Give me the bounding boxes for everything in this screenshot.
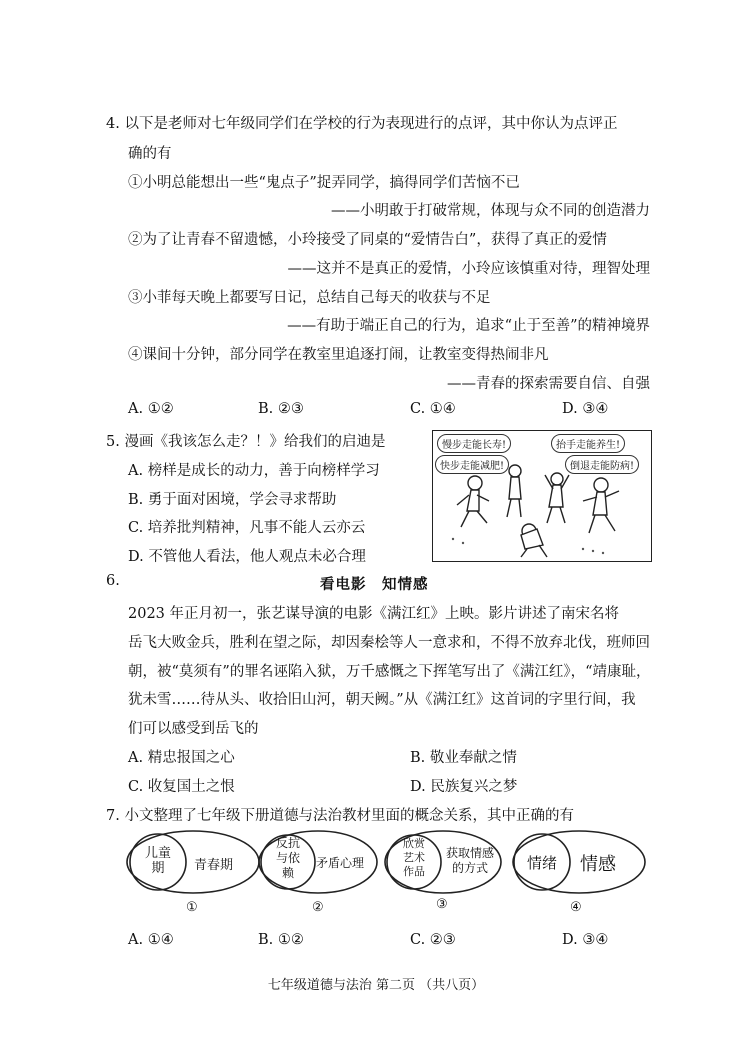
q6-para-line4: 犹未雪……待从头、收拾旧山河，朝天阙。”从《满江红》这首词的字里行间，我	[128, 692, 636, 708]
q4-option-b: B. ②③	[258, 401, 304, 417]
q6-option-d: D. 民族复兴之梦	[410, 779, 518, 795]
venn-3-inner-line2: 艺术	[403, 851, 425, 864]
q5-stem: 5. 漫画《我该怎么走？！》给我们的启迪是	[106, 434, 386, 450]
q7-option-a: A. ①④	[128, 932, 174, 948]
venn-1-inner-line1: 儿童	[144, 846, 171, 861]
page-footer: 七年级道德与法治 第二页 （共八页）	[267, 978, 485, 993]
q7-diagram-2	[256, 828, 380, 900]
q5-option-d: D. 不管他人看法，他人观点未必合理	[128, 549, 366, 565]
q4-item-2: ②为了让青春不留遗憾，小玲接受了同桌的“爱情告白”，获得了真正的爱情	[128, 232, 607, 248]
q6-heading: 看电影 知情感	[320, 576, 429, 593]
q4-item-4: ④课间十分钟，部分同学在教室里追逐打闹，让教室变得热闹非凡	[128, 347, 549, 363]
q4-comment-3: ——有助于端正自己的行为，追求“止于至善”的精神境界	[287, 318, 650, 334]
q4-comment-4: ——青春的探索需要自信、自强	[447, 376, 650, 392]
q7-diagram-4	[510, 828, 648, 900]
venn-3-inner-line1: 欣赏	[403, 837, 425, 850]
cartoon-bubble-1: 慢步走能长寿!	[437, 434, 511, 453]
q4-item-1: ①小明总能想出一些“鬼点子”捉弄同学，搞得同学们苦恼不已	[128, 175, 520, 191]
venn-3-label: ③	[436, 897, 448, 912]
venn-1-inner	[138, 846, 178, 876]
q7-option-b: B. ①②	[258, 932, 304, 948]
q4-item-3: ③小菲每天晚上都要写日记，总结自己每天的收获与不足	[128, 290, 491, 306]
q6-para-line5: 们可以感受到岳飞的	[128, 721, 259, 737]
venn-3-inner-line3: 作品	[403, 865, 425, 878]
q6-option-b: B. 敬业奉献之情	[410, 750, 517, 766]
venn-2-outer: 矛盾心理	[316, 856, 365, 870]
q4-comment-2: ——这并不是真正的爱情，小玲应该慎重对待，理智处理	[287, 261, 650, 277]
venn-2-inner	[268, 836, 308, 881]
q4-option-a: A. ①②	[128, 401, 174, 417]
q4-option-c: C. ①④	[410, 401, 456, 417]
venn-3-inner	[394, 837, 434, 879]
venn-4-outer: 情感	[580, 854, 616, 875]
q4-option-d: D. ③④	[562, 401, 609, 417]
q5-option-b: B. 勇于面对困境，学会寻求帮助	[128, 492, 337, 508]
q5-option-a: A. 榜样是成长的动力，善于向榜样学习	[128, 463, 380, 479]
venn-2-inner-line1: 反抗	[275, 836, 300, 850]
q5-cartoon	[432, 430, 652, 562]
q7-stem: 7. 小文整理了七年级下册道德与法治教材里面的概念关系，其中正确的有	[106, 808, 574, 824]
q4-stem-line2: 确的有	[128, 146, 172, 162]
venn-4-inner: 情绪	[526, 854, 557, 872]
q7-diagram-1	[124, 828, 262, 900]
venn-1-label: ①	[186, 900, 198, 915]
cartoon-bubble-2: 快步走能减肥!	[435, 455, 509, 474]
q6-option-c: C. 收复国土之恨	[128, 779, 235, 795]
q6-number: 6.	[106, 573, 120, 589]
cartoon-bubble-3: 抬手走能养生!	[551, 434, 625, 453]
q6-para-line2: 岳飞大败金兵，胜利在望之际，却因秦桧等人一意求和，不得不放弃北伐，班师回	[128, 635, 650, 651]
venn-2-inner-line3: 赖	[281, 866, 294, 880]
q5-option-c: C. 培养批判精神，凡事不能人云亦云	[128, 520, 366, 536]
cartoon-figures	[433, 431, 651, 561]
q6-para-line3: 朝，被“莫须有”的罪名诬陷入狱，万千感慨之下挥笔写出了《满江红》，“靖康耻，	[128, 664, 651, 680]
q6-option-a: A. 精忠报国之心	[128, 750, 235, 766]
q4-comment-1: ——小明敢于打破常规，体现与众不同的创造潜力	[331, 203, 650, 219]
venn-3-outer	[440, 846, 500, 876]
q7-diagram-3	[382, 828, 504, 900]
venn-1-inner-line2: 期	[151, 861, 165, 876]
venn-4-label: ④	[570, 900, 582, 915]
cartoon-bubble-4: 倒退走能防病!	[565, 455, 639, 474]
q4-stem-line1: 4. 以下是老师对七年级同学们在学校的行为表现进行的点评，其中你认为点评正	[106, 116, 618, 132]
q6-para-line1: 2023 年正月初一，张艺谋导演的电影《满江红》上映。影片讲述了南宋名将	[128, 606, 620, 622]
venn-1-outer: 青春期	[194, 858, 234, 873]
venn-3-outer-line2: 的方式	[451, 861, 488, 875]
q7-option-c: C. ②③	[410, 932, 456, 948]
q7-option-d: D. ③④	[562, 932, 609, 948]
venn-2-inner-line2: 与依	[275, 851, 300, 865]
venn-2-label: ②	[312, 900, 324, 915]
venn-3-outer-line1: 获取情感	[445, 846, 494, 860]
